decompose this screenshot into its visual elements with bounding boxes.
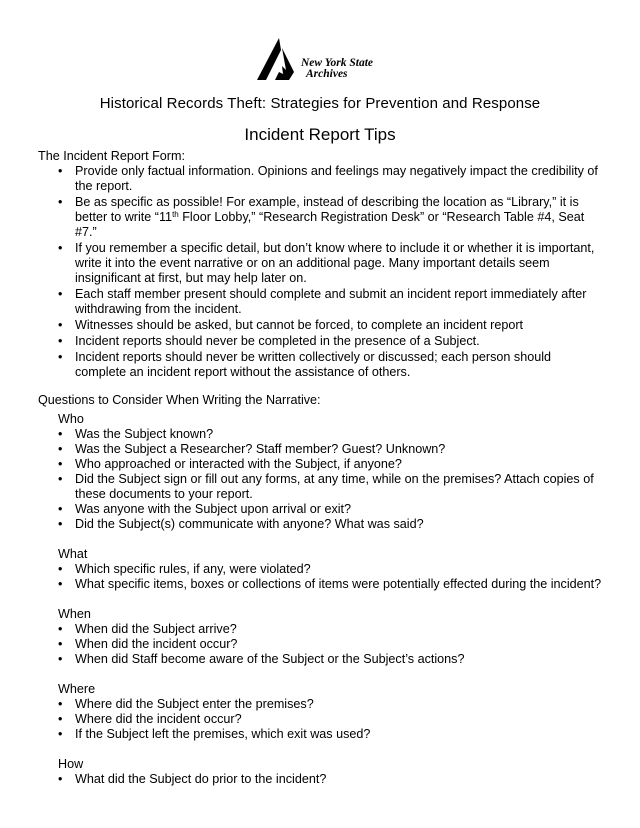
list-item bbox=[38, 697, 603, 712]
document-body bbox=[38, 149, 603, 787]
list-item-text: Provide only factual information. Opinions and feelings may negatively impact the credibility of the report. bbox=[75, 164, 598, 193]
list-item bbox=[38, 350, 603, 380]
list-item bbox=[38, 164, 603, 194]
form-tips-list bbox=[38, 164, 603, 380]
list-item-text: When did the incident occur? bbox=[75, 637, 238, 651]
section-heading-what: What bbox=[58, 547, 88, 561]
list-item bbox=[38, 562, 603, 577]
bullet-icon: • bbox=[58, 241, 63, 255]
list-item-text: If you remember a specific detail, but don’t know where to include it or whether it is important, write it into the event narrative or on an additional page. Many important details seem insignificant at first, but may help later on. bbox=[75, 241, 595, 285]
form-heading: The Incident Report Form: bbox=[38, 149, 185, 163]
list-item-text: Witnesses should be asked, but cannot be forced, to complete an incident report bbox=[75, 318, 524, 332]
bullet-icon: • bbox=[58, 652, 63, 666]
list-item bbox=[38, 712, 603, 727]
list-item-text: Be as specific as possible! For example, instead of describing the location as “Library,” it is better to write “11 bbox=[75, 195, 579, 224]
list-item bbox=[38, 637, 603, 652]
logo-mark-icon bbox=[255, 36, 301, 82]
list-item bbox=[38, 502, 603, 517]
bullet-icon: • bbox=[58, 697, 63, 711]
list-item-text: Was the Subject a Researcher? Staff member? Guest? Unknown? bbox=[75, 442, 446, 456]
list-item bbox=[38, 427, 603, 442]
list-item-text: Was the Subject known? bbox=[75, 427, 214, 441]
list-item-text: Was anyone with the Subject upon arrival or exit? bbox=[75, 502, 352, 516]
bullet-icon: • bbox=[58, 727, 63, 741]
bullet-icon: • bbox=[58, 350, 63, 364]
nys-archives-logo bbox=[255, 36, 390, 84]
list-item bbox=[38, 577, 603, 592]
logo-text-line2: Archives bbox=[306, 68, 348, 80]
bullet-icon: • bbox=[58, 472, 63, 486]
section-heading-where: Where bbox=[58, 682, 96, 696]
bullet-icon: • bbox=[58, 772, 63, 786]
bullet-icon: • bbox=[58, 622, 63, 636]
bullet-icon: • bbox=[58, 318, 63, 332]
list-item-text: Where did the incident occur? bbox=[75, 712, 242, 726]
who-list bbox=[38, 427, 603, 532]
what-list bbox=[38, 562, 603, 592]
bullet-icon: • bbox=[58, 577, 63, 591]
list-item bbox=[38, 472, 603, 502]
list-item-text: When did the Subject arrive? bbox=[75, 622, 237, 636]
bullet-icon: • bbox=[58, 334, 63, 348]
logo-text-line1: New York State bbox=[301, 57, 373, 69]
bullet-icon: • bbox=[58, 427, 63, 441]
superscript: th bbox=[172, 210, 179, 219]
list-item-text: If the Subject left the premises, which exit was used? bbox=[75, 727, 371, 741]
bullet-icon: • bbox=[58, 502, 63, 516]
list-item bbox=[38, 318, 603, 333]
list-item-text: Who approached or interacted with the Subject, if anyone? bbox=[75, 457, 402, 471]
list-item bbox=[38, 517, 603, 532]
list-item bbox=[38, 772, 603, 787]
list-item bbox=[38, 457, 603, 472]
list-item bbox=[38, 241, 603, 286]
bullet-icon: • bbox=[58, 195, 63, 209]
list-item-text: When did Staff become aware of the Subject or the Subject’s actions? bbox=[75, 652, 465, 666]
list-item-text: Each staff member present should complete and submit an incident report immediately after withdrawing from the incident. bbox=[75, 287, 587, 316]
where-list bbox=[38, 697, 603, 742]
document-subtitle: Historical Records Theft: Strategies for Prevention and Response bbox=[99, 95, 541, 112]
list-item bbox=[38, 622, 603, 637]
list-item-text: What did the Subject do prior to the incident? bbox=[75, 772, 327, 786]
bullet-icon: • bbox=[58, 712, 63, 726]
bullet-icon: • bbox=[58, 287, 63, 301]
section-heading-who: Who bbox=[58, 412, 84, 426]
list-item bbox=[38, 727, 603, 742]
list-item bbox=[38, 652, 603, 667]
list-item bbox=[38, 334, 603, 349]
bullet-icon: • bbox=[58, 637, 63, 651]
list-item-text: What specific items, boxes or collections of items were potentially effected during the incident? bbox=[75, 577, 602, 591]
list-item-text: Did the Subject(s) communicate with anyone? What was said? bbox=[75, 517, 424, 531]
how-list bbox=[38, 772, 603, 787]
list-item bbox=[38, 195, 603, 240]
bullet-icon: • bbox=[58, 457, 63, 471]
list-item-text: Incident reports should never be written collectively or discussed; each person should complete an incident report without the assistance of others. bbox=[75, 350, 552, 379]
list-item-text: Incident reports should never be completed in the presence of a Subject. bbox=[75, 334, 480, 348]
list-item bbox=[38, 442, 603, 457]
list-item-text: Where did the Subject enter the premises? bbox=[75, 697, 314, 711]
when-list bbox=[38, 622, 603, 667]
list-item-text: Which specific rules, if any, were violated? bbox=[75, 562, 311, 576]
bullet-icon: • bbox=[58, 562, 63, 576]
list-item-text: Did the Subject sign or fill out any forms, at any time, while on the premises? Attach copies of these documents to your report. bbox=[75, 472, 594, 501]
section-heading-how: How bbox=[58, 757, 84, 771]
document-title: Incident Report Tips bbox=[244, 125, 396, 144]
list-item-text-cont: Floor Lobby,” “Research Registration Desk” or “Research Table #4, Seat #7.” bbox=[75, 210, 585, 239]
bullet-icon: • bbox=[58, 164, 63, 178]
bullet-icon: • bbox=[58, 442, 63, 456]
bullet-icon: • bbox=[58, 517, 63, 531]
list-item bbox=[38, 287, 603, 317]
section-heading-when: When bbox=[58, 607, 91, 621]
questions-heading: Questions to Consider When Writing the Narrative: bbox=[38, 393, 321, 407]
